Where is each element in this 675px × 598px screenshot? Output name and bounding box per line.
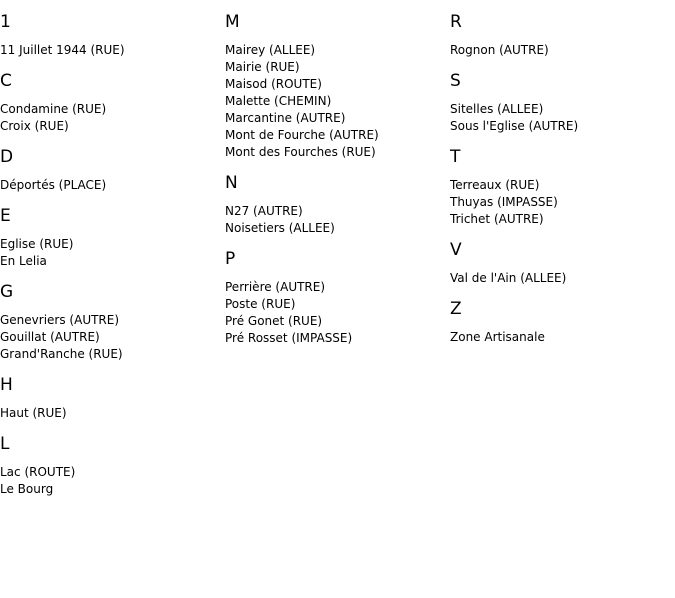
letter-heading: G [0, 282, 14, 302]
letter-heading: C [0, 71, 12, 91]
street-link[interactable]: Marcantine (AUTRE) [225, 111, 346, 125]
letter-heading: H [0, 375, 13, 395]
street-link[interactable]: Grand'Ranche (RUE) [0, 347, 123, 361]
street-link[interactable]: Pré Rosset (IMPASSE) [225, 331, 353, 345]
street-list [0, 177, 225, 194]
street-list [450, 101, 675, 135]
street-list [0, 312, 225, 363]
letter-heading: V [450, 240, 462, 260]
street-link[interactable]: Sitelles (ALLEE) [450, 102, 544, 116]
street-link[interactable]: Noisetiers (ALLEE) [225, 221, 335, 235]
street-link[interactable]: Rognon (AUTRE) [450, 43, 549, 57]
letter-heading: R [450, 12, 462, 32]
letter-group [225, 173, 450, 237]
street-list [0, 236, 225, 270]
letter-heading: D [0, 147, 14, 167]
street-list [0, 405, 225, 422]
letter-heading: E [0, 206, 11, 226]
street-link[interactable]: En Lelia [0, 254, 47, 268]
letter-group [450, 71, 675, 135]
street-link[interactable]: Haut (RUE) [0, 406, 67, 420]
street-index-column-2 [225, 0, 450, 355]
street-link[interactable]: Zone Artisanale [450, 330, 545, 344]
letter-group [0, 147, 225, 194]
street-link[interactable]: Mont des Fourches (RUE) [225, 145, 376, 159]
street-index-column-3 [450, 0, 675, 354]
street-link[interactable]: 11 Juillet 1944 (RUE) [0, 43, 125, 57]
street-link[interactable]: Croix (RUE) [0, 119, 69, 133]
street-index-column-1 [0, 0, 225, 506]
street-link[interactable]: Gouillat (AUTRE) [0, 330, 100, 344]
street-link[interactable]: Condamine (RUE) [0, 102, 107, 116]
letter-group [450, 147, 675, 228]
street-link[interactable]: Déportés (PLACE) [0, 178, 107, 192]
street-link[interactable]: Val de l'Ain (ALLEE) [450, 271, 567, 285]
street-list [225, 42, 450, 161]
letter-group [0, 282, 225, 363]
street-link[interactable]: Mont de Fourche (AUTRE) [225, 128, 379, 142]
street-link[interactable]: Poste (RUE) [225, 297, 296, 311]
street-list [0, 101, 225, 135]
letter-heading: 1 [0, 12, 11, 32]
letter-group [0, 434, 225, 498]
street-list [450, 42, 675, 59]
street-list [450, 177, 675, 228]
letter-heading: M [225, 12, 240, 32]
street-link[interactable]: Genevriers (AUTRE) [0, 313, 120, 327]
letter-group [450, 12, 675, 59]
letter-heading: N [225, 173, 238, 193]
street-link[interactable]: Mairey (ALLEE) [225, 43, 316, 57]
street-link[interactable]: Malette (CHEMIN) [225, 94, 332, 108]
street-list [0, 464, 225, 498]
street-list [225, 203, 450, 237]
letter-heading: S [450, 71, 461, 91]
letter-group [0, 206, 225, 270]
letter-group [0, 12, 225, 59]
street-link[interactable]: Eglise (RUE) [0, 237, 74, 251]
street-link[interactable]: Trichet (AUTRE) [450, 212, 544, 226]
street-list [450, 270, 675, 287]
street-link[interactable]: Perrière (AUTRE) [225, 280, 326, 294]
street-link[interactable]: N27 (AUTRE) [225, 204, 303, 218]
letter-heading: Z [450, 299, 462, 319]
letter-heading: L [0, 434, 10, 454]
letter-heading: T [450, 147, 461, 167]
street-link[interactable]: Terreaux (RUE) [450, 178, 540, 192]
letter-group [225, 12, 450, 161]
letter-group [450, 240, 675, 287]
letter-group [450, 299, 675, 346]
letter-heading: P [225, 249, 236, 269]
street-link[interactable]: Lac (ROUTE) [0, 465, 76, 479]
street-link[interactable]: Pré Gonet (RUE) [225, 314, 323, 328]
letter-group [0, 71, 225, 135]
letter-group [225, 249, 450, 347]
street-link[interactable]: Sous l'Eglise (AUTRE) [450, 119, 579, 133]
street-link[interactable]: Mairie (RUE) [225, 60, 300, 74]
letter-group [0, 375, 225, 422]
street-link[interactable]: Le Bourg [0, 482, 54, 496]
street-list [225, 279, 450, 347]
street-list [450, 329, 675, 346]
street-link[interactable]: Thuyas (IMPASSE) [450, 195, 558, 209]
street-list [0, 42, 225, 59]
street-link[interactable]: Maisod (ROUTE) [225, 77, 322, 91]
